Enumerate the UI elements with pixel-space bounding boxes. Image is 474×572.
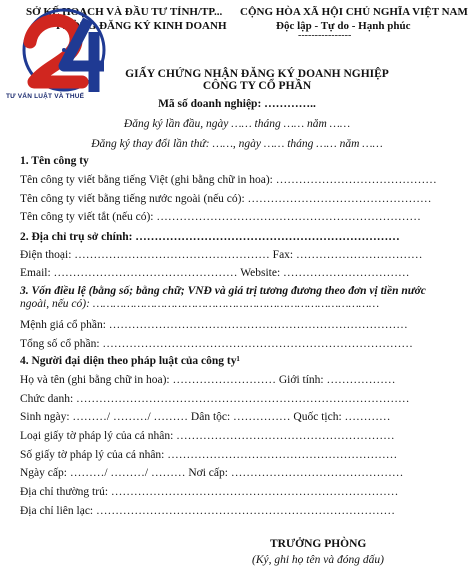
logo-caption: TƯ VẤN LUẬT VÀ THUẾ bbox=[6, 93, 85, 100]
header-rule: ---------------- bbox=[298, 30, 352, 41]
document-title: GIẤY CHỨNG NHẬN ĐĂNG KÝ DOANH NGHIỆP bbox=[125, 68, 389, 80]
first-registration-line: Đăng ký lần đầu, ngày …… tháng …… năm …… bbox=[123, 118, 351, 130]
signer-note: (Ký, ghi họ tên và đóng dấu) bbox=[252, 554, 384, 566]
agency-name-line2: PHÒNG ĐĂNG KÝ KINH DOANH bbox=[56, 20, 227, 32]
agency-name-line1: SỞ KẾ HOẠCH VÀ ĐẦU TƯ TỈNH/TP... bbox=[26, 6, 223, 18]
company-type-title: CÔNG TY CỔ PHẦN bbox=[202, 80, 312, 92]
email-website-field: Email: ………………………………………… Website: …………………………… bbox=[20, 267, 410, 279]
national-motto-line1: CỘNG HÒA XÃ HỘI CHỦ NGHĨA VIỆT NAM bbox=[240, 6, 468, 18]
section-2-title: 2. Địa chỉ trụ sở chính: …………………………………………………………… bbox=[20, 231, 400, 243]
company-name-short-field: Tên công ty viết tắt (nếu có): …………………………………………………………… bbox=[20, 211, 421, 223]
rep-name-gender-field: Họ và tên (ghi bằng chữ in hoa): ……………………… Giới tính: ……………… bbox=[20, 374, 396, 386]
national-motto-line2: Độc lập - Tự do - Hạnh phúc bbox=[276, 20, 411, 32]
signer-title: TRƯỞNG PHÒNG bbox=[270, 538, 367, 550]
company-name-foreign-field: Tên công ty viết bằng tiếng nước ngoài (nếu có): ………………………………………… bbox=[20, 193, 432, 205]
company-name-vn-field: Tên công ty viết bằng tiếng Việt (ghi bằng chữ in hoa): …………………………………… bbox=[20, 174, 437, 186]
phone-fax-field: Điện thoại: …………………………………………… Fax: …………………………… bbox=[20, 249, 423, 261]
section-4-title: 4. Người đại diện theo pháp luật của công ty¹ bbox=[20, 355, 240, 367]
enterprise-code-line: Mã số doanh nghiệp: ………….. bbox=[158, 98, 316, 110]
rep-birth-ethnicity-nationality-field: Sinh ngày: ………/ ………/ ……… Dân tộc: …………… Quốc tịch: ………… bbox=[20, 411, 391, 423]
section-3-title-cont: ngoài, nếu có): ………………………………………………………………………… bbox=[20, 298, 380, 310]
rep-id-number-field: Số giấy tờ pháp lý của cá nhân: …………………………………………………… bbox=[20, 449, 398, 461]
rep-issue-date-place-field: Ngày cấp: ………/ ………/ ……… Nơi cấp: ……………………………………… bbox=[20, 467, 404, 479]
amendment-registration-line: Đăng ký thay đổi lần thứ: ……, ngày …… tháng …… năm …… bbox=[91, 138, 383, 150]
section-1-title: 1. Tên công ty bbox=[20, 155, 89, 167]
section-3-title: 3. Vốn điều lệ (bằng số; bằng chữ; VNĐ và giá trị tương đương theo đơn vị tiền nước bbox=[20, 285, 426, 297]
rep-id-type-field: Loại giấy tờ pháp lý của cá nhân: ………………………………………………… bbox=[20, 430, 395, 442]
total-shares-field: Tổng số cổ phần: ……………………………………………………………………… bbox=[20, 338, 413, 350]
rep-position-field: Chức danh: …………………………………………………………………………… bbox=[20, 393, 410, 405]
rep-contact-address-field: Địa chỉ liên lạc: …………………………………………………………………… bbox=[20, 505, 395, 517]
share-par-value-field: Mệnh giá cổ phần: …………………………………………………………………… bbox=[20, 319, 408, 331]
rep-permanent-address-field: Địa chỉ thường trú: ………………………………………………………………… bbox=[20, 486, 399, 498]
